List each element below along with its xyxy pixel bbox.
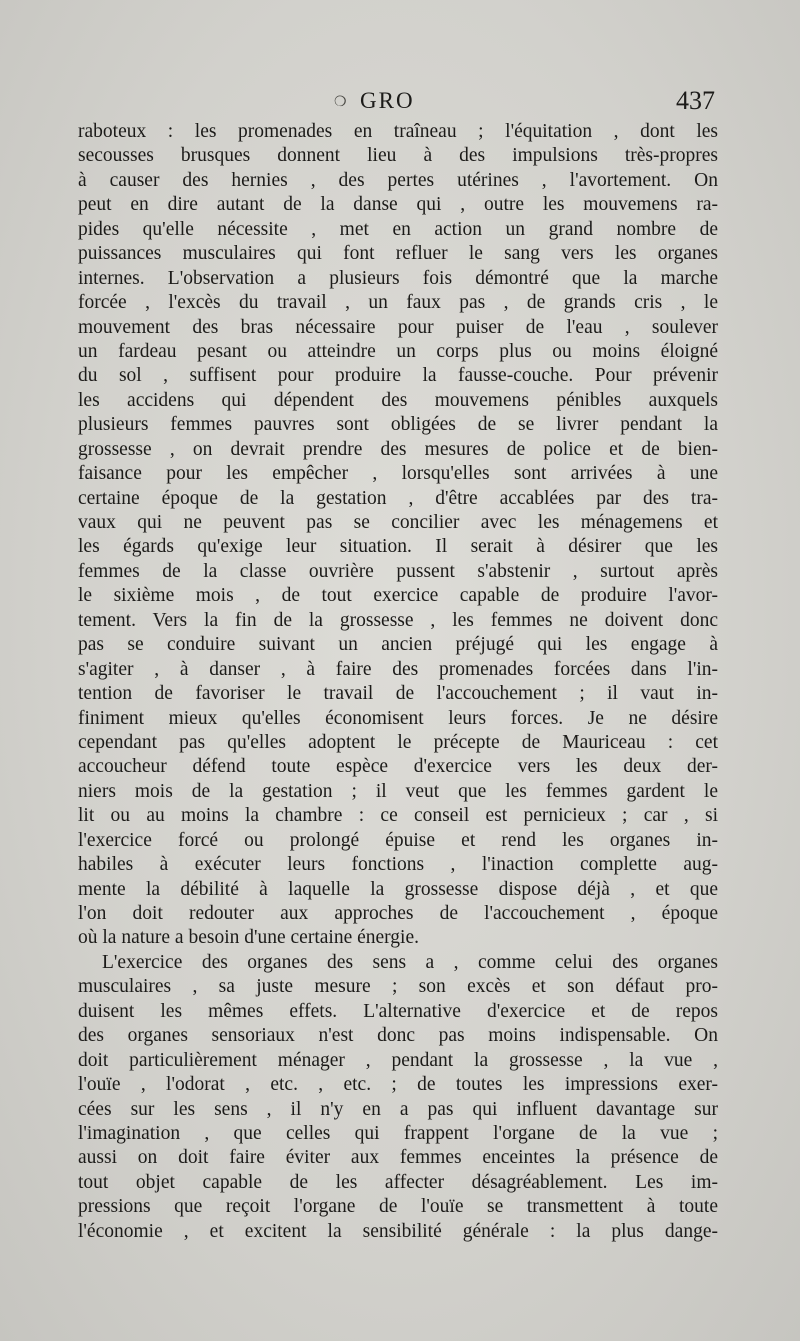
text-line: faisance pour les empêcher , lorsqu'elles sont arrivées à une (78, 463, 718, 485)
text-line: L'exercice des organes des sens a , comme celui des organes (102, 951, 718, 973)
running-head-title: GRO (360, 88, 415, 113)
text-line: mente la débilité à laquelle la grossesse dispose déjà , et que (78, 878, 718, 900)
text-line: le sixième mois , de tout exercice capable de produire l'avor- (78, 585, 718, 607)
running-head (0, 88, 800, 120)
text-line: doit particulièrement ménager , pendant la grossesse , la vue , (78, 1049, 718, 1071)
text-line: cées sur les sens , il n'y en a pas qui influent davantage sur (78, 1098, 718, 1120)
ornament-mark: ❍ (334, 94, 347, 110)
text-line: où la nature a besoin d'une certaine énergie. (78, 927, 420, 949)
text-line: mouvement des bras nécessaire pour puiser de l'eau , soulever (78, 316, 718, 338)
text-line: niers mois de la gestation ; il veut que les femmes gardent le (78, 780, 718, 802)
text-line: l'on doit redouter aux approches de l'accouchement , époque (78, 903, 718, 924)
text-line: les accidens qui dépendent des mouvemens pénibles auxquels (78, 389, 718, 411)
text-line: les égards qu'exige leur situation. Il serait à désirer que les (78, 536, 718, 558)
text-line: pressions que reçoit l'organe de l'ouïe se transmettent à toute (78, 1196, 718, 1218)
text-line: à causer des hernies , des pertes utérines , l'avortement. On (78, 169, 718, 191)
text-line: lit ou au moins la chambre : ce conseil est pernicieux ; car , si (78, 805, 718, 827)
text-line: grossesse , on devrait prendre des mesures de police et de bien- (78, 438, 718, 460)
text-line: cependant pas qu'elles adoptent le précepte de Mauriceau : cet (78, 731, 718, 753)
text-line: forcée , l'excès du travail , un faux pas , de grands cris , le (78, 292, 718, 314)
text-line: duisent les mêmes effets. L'alternative d'exercice et de repos (78, 1000, 718, 1022)
text-line: l'économie , et excitent la sensibilité générale : la plus dange- (78, 1220, 718, 1242)
text-line: accoucheur défend toute espèce d'exercice vers les deux der- (78, 756, 718, 778)
text-line: tention de favoriser le travail de l'accouchement ; il vaut in- (78, 683, 718, 705)
text-line: femmes de la classe ouvrière pussent s'abstenir , surtout après (78, 560, 718, 582)
text-line: tout objet capable de les affecter désagréablement. Les im- (78, 1171, 718, 1193)
text-line: puissances musculaires qui font refluer le sang vers les organes (78, 243, 718, 265)
text-line: tement. Vers la fin de la grossesse , les femmes ne doivent donc (78, 609, 718, 631)
text-line: vaux qui ne peuvent pas se concilier avec les ménagemens et (78, 512, 718, 533)
body-text (78, 120, 718, 1244)
text-line: habiles à exécuter leurs fonctions , l'inaction complette aug- (78, 854, 718, 876)
text-line: pides qu'elle nécessite , met en action un grand nombre de (78, 218, 718, 240)
text-line: du sol , suffisent pour produire la fausse-couche. Pour prévenir (78, 365, 718, 387)
text-line: l'ouïe , l'odorat , etc. , etc. ; de toutes les impressions exer- (78, 1074, 718, 1096)
text-line: un fardeau pesant ou atteindre un corps plus ou moins éloigné (78, 340, 718, 362)
text-line: s'agiter , à danser , à faire des promenades forcées dans l'in- (78, 658, 718, 680)
text-line: peut en dire autant de la danse qui , outre les mouvemens ra- (78, 194, 718, 216)
text-line: finiment mieux qu'elles économisent leurs forces. Je ne désire (78, 707, 718, 729)
text-line: internes. L'observation a plusieurs fois démontré que la marche (78, 267, 718, 289)
page-number: 437 (676, 86, 715, 115)
text-line: plusieurs femmes pauvres sont obligées de se livrer pendant la (78, 414, 718, 436)
text-line: pas se conduire suivant un ancien préjugé qui les engage à (78, 634, 718, 656)
text-line: raboteux : les promenades en traîneau ; l'équitation , dont les (78, 121, 718, 142)
text-line: secousses brusques donnent lieu à des impulsions très-propres (78, 145, 718, 167)
text-line: l'imagination , que celles qui frappent l'organe de la vue ; (78, 1122, 718, 1144)
text-line: des organes sensoriaux n'est donc pas moins indispensable. On (78, 1025, 718, 1047)
text-line: l'exercice forcé ou prolongé épuise et rend les organes in- (78, 829, 718, 851)
text-line: certaine époque de la gestation , d'être accablées par des tra- (78, 487, 718, 509)
text-line: aussi on doit faire éviter aux femmes enceintes la présence de (78, 1147, 718, 1169)
text-line: musculaires , sa juste mesure ; son excès et son défaut pro- (78, 976, 718, 998)
